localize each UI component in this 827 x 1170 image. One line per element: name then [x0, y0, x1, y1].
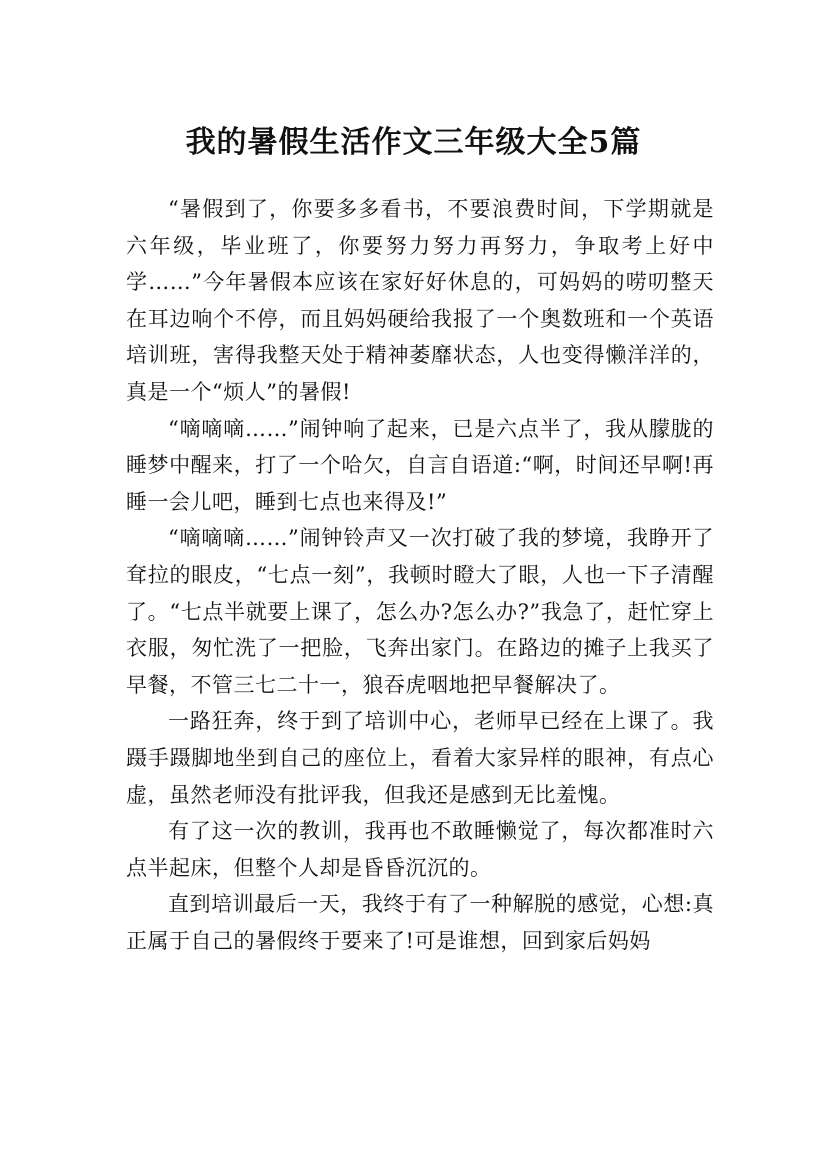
- paragraph-2: “嘀嘀嘀……”闹钟响了起来，已是六点半了，我从朦胧的睡梦中醒来，打了一个哈欠，自言自语道:“啊，时间还早啊!再睡一会儿吧，睡到七点也来得及!”: [126, 416, 714, 514]
- paragraph-5: 有了这一次的教训，我再也不敢睡懒觉了，每次都准时六点半起床，但整个人却是昏昏沉沉的。: [126, 819, 714, 880]
- paragraph-3: “嘀嘀嘀……”闹钟铃声又一次打破了我的梦境，我睁开了耷拉的眼皮，“七点一刻”，我顿时瞪大了眼，人也一下子清醒了。“七点半就要上课了，怎么办?怎么办?”我急了，赶忙穿上衣服，匆忙洗了一把脸，飞奔出家门。在路边的摊子上我买了早餐，不管三七二十一，狼吞虎咽地把早餐解决了。: [126, 526, 714, 697]
- paragraph-1: “暑假到了，你要多多看书，不要浪费时间，下学期就是六年级，毕业班了，你要努力努力再努力，争取考上好中学……”今年暑假本应该在家好好休息的，可妈妈的唠叨整天在耳边响个不停，而且妈妈硬给我报了一个奥数班和一个英语培训班，害得我整天处于精神萎靡状态，人也变得懒洋洋的，真是一个“烦人”的暑假!: [126, 197, 714, 404]
- document-body: [126, 191, 714, 959]
- paragraph-6: 直到培训最后一天，我终于有了一种解脱的感觉，心想:真正属于自己的暑假终于要来了!可是谁想，回到家后妈妈: [126, 892, 714, 953]
- paragraph-4: 一路狂奔，终于到了培训中心，老师早已经在上课了。我蹑手蹑脚地坐到自己的座位上，看着大家异样的眼神，有点心虚，虽然老师没有批评我，但我还是感到无比羞愧。: [126, 709, 714, 807]
- document-title: 我的暑假生活作文三年级大全5篇: [185, 125, 642, 161]
